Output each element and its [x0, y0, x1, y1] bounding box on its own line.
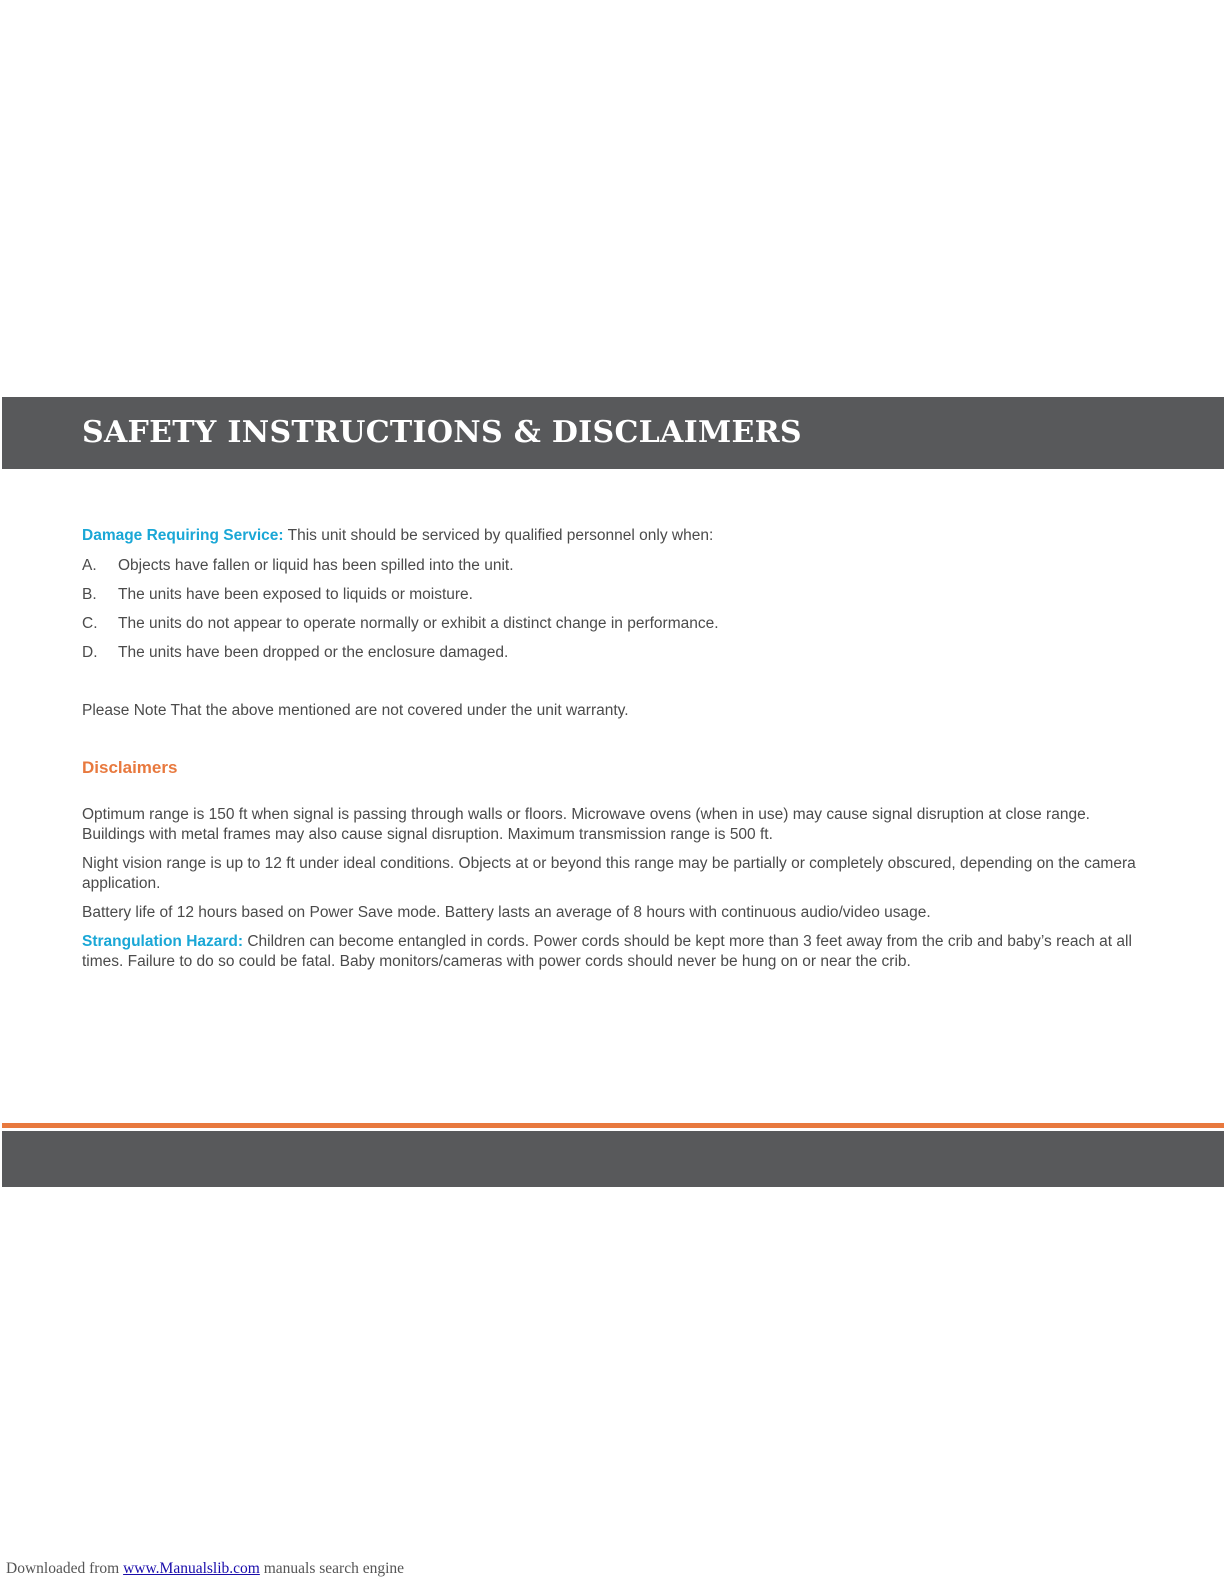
content	[82, 526, 1142, 981]
strangulation-hazard	[82, 932, 1142, 972]
list-item-letter: B.	[82, 586, 97, 603]
service-label: Damage Requiring Service:	[82, 527, 284, 544]
list-item	[82, 643, 1142, 663]
footer-band	[2, 1131, 1224, 1187]
range-disclaimer: Optimum range is 150 ft when signal is passing through walls or floors. Microwave ovens (when in use) may cause signal disruption at close range. Buildings with metal frames may also cause signal disruption. Maximum transmission range is 500 ft.	[82, 806, 1090, 843]
service-intro	[82, 526, 1142, 546]
list-item-text: The units have been dropped or the enclosure damaged.	[118, 644, 509, 661]
disclaimers-title: Disclaimers	[82, 758, 178, 777]
page-title: SAFETY INSTRUCTIONS & DISCLAIMERS	[82, 415, 802, 450]
list-item-letter: D.	[82, 644, 98, 661]
hazard-text: Children can become entangled in cords. Power cords should be kept more than 3 feet away from the crib and baby’s reach at all times. Failure to do so could be fatal. Baby monitors/cameras with power cords should never be hung on or near the crib.	[82, 933, 1132, 970]
list-item	[82, 614, 1142, 634]
list-item-letter: A.	[82, 557, 97, 574]
manualslib-link[interactable]: www.Manualslib.com	[123, 1560, 260, 1577]
list-item-letter: C.	[82, 615, 98, 632]
service-list	[82, 556, 1142, 663]
download-prefix: Downloaded from	[6, 1560, 124, 1577]
header-band	[2, 397, 1224, 469]
list-item-text: The units do not appear to operate normally or exhibit a distinct change in performance.	[118, 615, 719, 632]
download-suffix: manuals search engine	[259, 1560, 405, 1577]
warranty-note: Please Note That the above mentioned are not covered under the unit warranty.	[82, 702, 629, 719]
hazard-label: Strangulation Hazard:	[82, 933, 244, 950]
footer-accent-line	[2, 1123, 1224, 1128]
list-item-text: Objects have fallen or liquid has been spilled into the unit.	[118, 557, 514, 574]
list-item-text: The units have been exposed to liquids or moisture.	[118, 586, 473, 603]
list-item	[82, 556, 1142, 576]
battery-disclaimer: Battery life of 12 hours based on Power Save mode. Battery lasts an average of 8 hours with continuous audio/video usage.	[82, 904, 931, 921]
download-note	[6, 1559, 404, 1579]
service-intro-text: This unit should be serviced by qualified personnel only when:	[283, 527, 714, 544]
night-vision-disclaimer: Night vision range is up to 12 ft under ideal conditions. Objects at or beyond this range may be partially or completely obscured, depending on the camera application.	[82, 855, 1136, 892]
list-item	[82, 585, 1142, 605]
